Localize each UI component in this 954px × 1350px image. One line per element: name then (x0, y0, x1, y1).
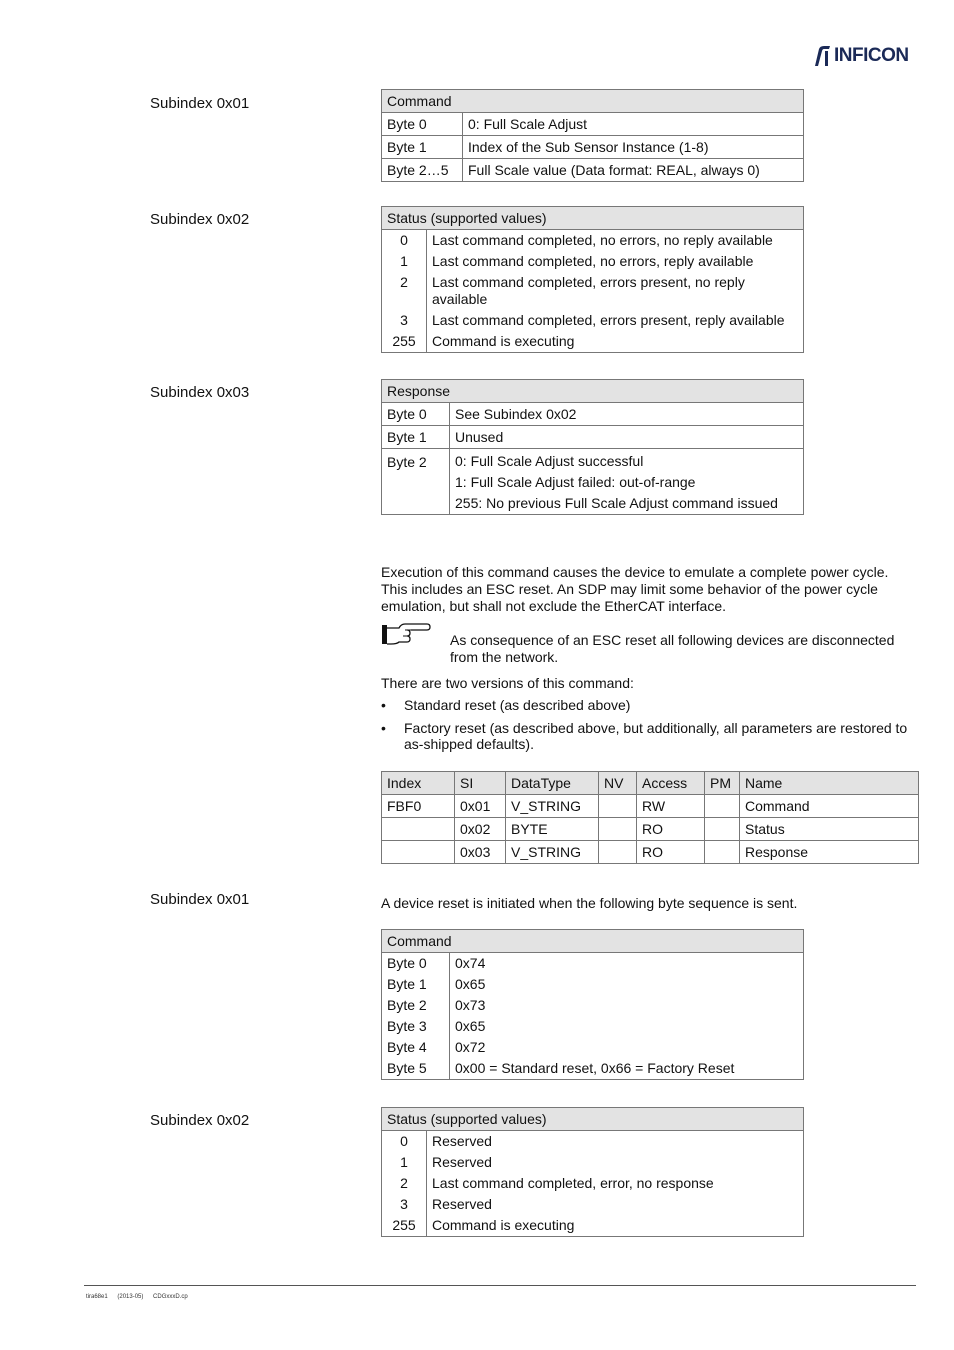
table-row (382, 1215, 804, 1237)
column-header: NV (599, 772, 637, 795)
byte-key: Byte 2 (382, 449, 450, 515)
subindex-label: Subindex 0x01 (150, 891, 250, 908)
byte-value: 0: Full Scale Adjust (463, 113, 804, 136)
status-code: 255 (382, 331, 427, 353)
response-option: 255: No previous Full Scale Adjust command issued (455, 495, 778, 511)
byte-value: See Subindex 0x02 (450, 403, 804, 426)
table-cell (705, 795, 740, 818)
byte-value (450, 449, 804, 515)
table-cell (705, 818, 740, 841)
table-cell: BYTE (506, 818, 599, 841)
subindex-label: Subindex 0x03 (150, 384, 250, 401)
reset-intro: Execution of this command causes the device to emulate a complete power cycle. This includes an ESC reset. An SDP may limit some behavior of the power cycle emulation, but shall not exclude the EtherCAT interface. (381, 564, 889, 614)
table-cell: RO (637, 818, 705, 841)
response-option: 1: Full Scale Adjust failed: out-of-range (455, 474, 696, 490)
table-row (382, 1131, 804, 1153)
table-row (382, 310, 804, 331)
inficon-logo (812, 44, 916, 68)
status-text: Reserved (427, 1194, 804, 1215)
status-code: 0 (382, 1131, 427, 1153)
reset-command-table (381, 929, 804, 1080)
table-cell: RW (637, 795, 705, 818)
table-cell (382, 841, 455, 864)
table-row (382, 449, 804, 515)
table-row (382, 1058, 804, 1080)
status-text: Reserved (427, 1152, 804, 1173)
status-code: 1 (382, 251, 427, 272)
table-title: Command (382, 930, 804, 953)
object-table (381, 771, 919, 864)
table-row (382, 113, 804, 136)
table-row (382, 403, 804, 426)
footer-divider (84, 1285, 916, 1286)
reset-status-table (381, 1107, 804, 1237)
byte-key: Byte 2…5 (382, 159, 463, 182)
pointing-hand-icon (381, 623, 433, 647)
table-row (382, 272, 804, 310)
table-cell: Status (740, 818, 919, 841)
table-title: Response (382, 380, 804, 403)
table-row (382, 1037, 804, 1058)
sequence-desc: A device reset is initiated when the following byte sequence is sent. (381, 895, 798, 911)
byte-value: 0x72 (450, 1037, 804, 1058)
byte-value: Full Scale value (Data format: REAL, always 0) (463, 159, 804, 182)
status-text: Command is executing (427, 331, 804, 353)
byte-key: Byte 0 (382, 113, 463, 136)
table-row (382, 1194, 804, 1215)
status-code: 3 (382, 1194, 427, 1215)
footer-doc-id: tira68e1 (86, 1294, 108, 1300)
table-header-row (382, 772, 919, 795)
byte-key: Byte 1 (382, 136, 463, 159)
table-cell (705, 841, 740, 864)
table-row (382, 841, 919, 864)
table-title: Status (supported values) (382, 207, 804, 230)
inficon-logo-icon (812, 45, 832, 67)
table-title: Status (supported values) (382, 1108, 804, 1131)
subindex-label: Subindex 0x01 (150, 95, 250, 112)
status-code: 2 (382, 272, 427, 310)
bullet-text: Standard reset (as described above) (404, 697, 631, 713)
footer (86, 1294, 196, 1300)
table-row (382, 331, 804, 353)
byte-key: Byte 4 (382, 1037, 450, 1058)
byte-key: Byte 0 (382, 953, 450, 975)
table-row (382, 795, 919, 818)
table-cell: RO (637, 841, 705, 864)
table-cell (382, 818, 455, 841)
table-row (382, 974, 804, 995)
byte-value: 0x65 (450, 1016, 804, 1037)
byte-value: 0x73 (450, 995, 804, 1016)
bullet-text: Factory reset (as described above, but additionally, all parameters are restored to as-shipped defaults). (404, 720, 908, 752)
byte-value: 0x65 (450, 974, 804, 995)
status-code: 255 (382, 1215, 427, 1237)
status-text: Last command completed, no errors, no reply available (427, 230, 804, 252)
footer-date: (2013-05) (117, 1294, 144, 1300)
table-cell (599, 818, 637, 841)
status-text: Last command completed, errors present, no reply available (427, 272, 804, 310)
byte-value: 0x00 = Standard reset, 0x66 = Factory Reset (450, 1058, 804, 1080)
command-table (381, 89, 804, 182)
note-text: As consequence of an ESC reset all following devices are disconnected from the network. (450, 632, 895, 665)
byte-key: Byte 2 (382, 995, 450, 1016)
subindex-label: Subindex 0x02 (150, 1112, 250, 1129)
column-header: SI (455, 772, 506, 795)
column-header: Index (382, 772, 455, 795)
response-option: 0: Full Scale Adjust successful (455, 453, 644, 469)
status-text: Last command completed, errors present, reply available (427, 310, 804, 331)
table-row (382, 1016, 804, 1037)
byte-key: Byte 5 (382, 1058, 450, 1080)
table-title: Command (382, 90, 804, 113)
column-header: Name (740, 772, 919, 795)
versions-intro: There are two versions of this command: (381, 675, 634, 691)
byte-key: Byte 1 (382, 426, 450, 449)
byte-key: Byte 3 (382, 1016, 450, 1037)
byte-key: Byte 1 (382, 974, 450, 995)
status-code: 2 (382, 1173, 427, 1194)
footer-file: CDGxxxD.cp (153, 1294, 188, 1300)
table-row (382, 230, 804, 252)
table-cell: 0x01 (455, 795, 506, 818)
status-text: Command is executing (427, 1215, 804, 1237)
bullet-icon: • (381, 697, 386, 713)
byte-value: Unused (450, 426, 804, 449)
bullet-icon: • (381, 720, 386, 736)
table-row (382, 251, 804, 272)
table-cell: 0x02 (455, 818, 506, 841)
table-row (382, 1173, 804, 1194)
table-row (382, 995, 804, 1016)
column-header: DataType (506, 772, 599, 795)
table-cell: FBF0 (382, 795, 455, 818)
column-header: PM (705, 772, 740, 795)
table-cell: V_STRING (506, 841, 599, 864)
table-cell (599, 795, 637, 818)
byte-key: Byte 0 (382, 403, 450, 426)
status-table (381, 206, 804, 353)
table-cell: 0x03 (455, 841, 506, 864)
subindex-label: Subindex 0x02 (150, 211, 250, 228)
status-code: 0 (382, 230, 427, 252)
list-item (381, 697, 911, 713)
table-row (382, 426, 804, 449)
status-code: 3 (382, 310, 427, 331)
status-text: Last command completed, error, no response (427, 1173, 804, 1194)
column-header: Access (637, 772, 705, 795)
table-row (382, 136, 804, 159)
table-cell: Response (740, 841, 919, 864)
status-text: Last command completed, no errors, reply available (427, 251, 804, 272)
table-cell (599, 841, 637, 864)
status-text: Reserved (427, 1131, 804, 1153)
table-row (382, 818, 919, 841)
table-cell: V_STRING (506, 795, 599, 818)
byte-value: 0x74 (450, 953, 804, 975)
response-table (381, 379, 804, 515)
list-item (381, 720, 911, 752)
status-code: 1 (382, 1152, 427, 1173)
byte-value: Index of the Sub Sensor Instance (1-8) (463, 136, 804, 159)
table-row (382, 1152, 804, 1173)
table-row (382, 953, 804, 975)
logo-text: INFICON (834, 45, 909, 66)
table-cell: Command (740, 795, 919, 818)
table-row (382, 159, 804, 182)
